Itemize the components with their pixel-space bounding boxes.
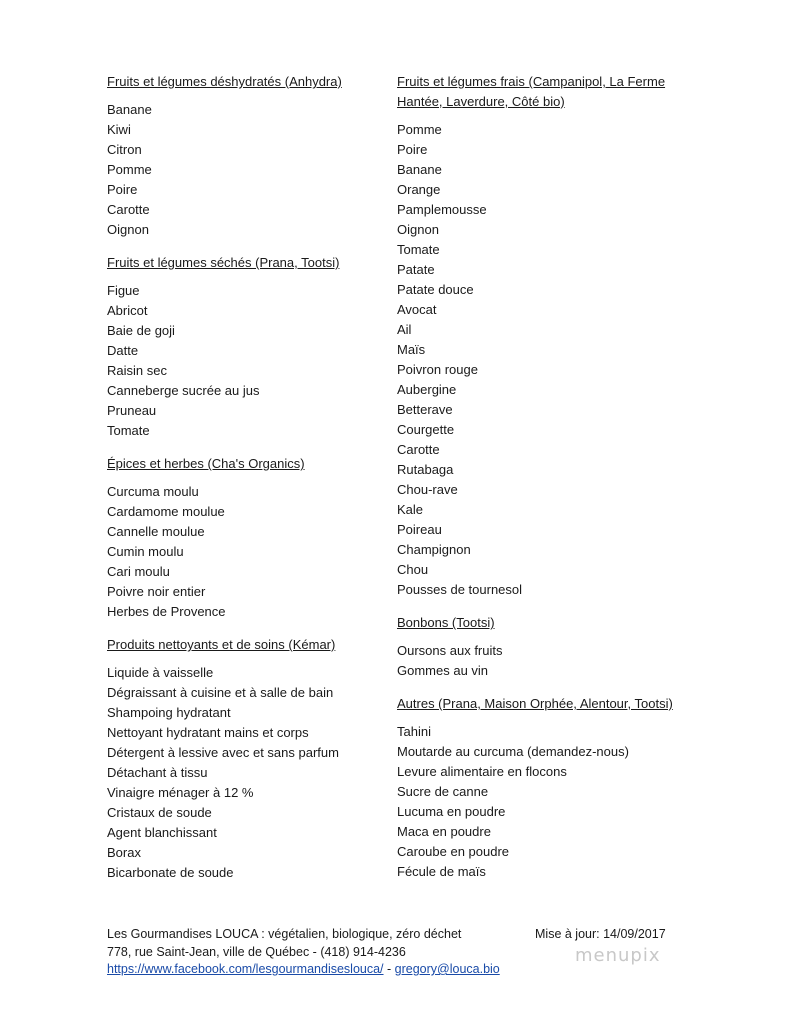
list-item: Raisin sec	[107, 363, 167, 378]
list-item: Bicarbonate de soude	[107, 865, 234, 880]
list-item: Datte	[107, 343, 139, 358]
list-item: Banane	[107, 102, 152, 117]
list-item: Tomate	[397, 242, 440, 257]
list-item: Rutabaga	[397, 462, 454, 477]
list-item: Shampoing hydratant	[107, 705, 231, 720]
list-item: Détergent à lessive avec et sans parfum	[107, 745, 339, 760]
list-item: Pomme	[107, 162, 152, 177]
list-item: Nettoyant hydratant mains et corps	[107, 725, 309, 740]
list-item: Baie de goji	[107, 323, 175, 338]
list-item: Pruneau	[107, 403, 157, 418]
menu-section	[107, 454, 387, 622]
email-link[interactable]: gregory@louca.bio	[394, 962, 500, 976]
list-item: Champignon	[397, 542, 471, 557]
list-item: Gommes au vin	[397, 663, 489, 678]
list-item: Canneberge sucrée au jus	[107, 383, 260, 398]
footer-business-line: Les Gourmandises LOUCA : végétalien, biologique, zéro déchet	[107, 927, 462, 941]
list-item: Aubergine	[397, 382, 457, 397]
list-item: Détachant à tissu	[107, 765, 208, 780]
list-item: Vinaigre ménager à 12 %	[107, 785, 254, 800]
list-item: Dégraissant à cuisine et à salle de bain	[107, 685, 334, 700]
list-item: Cari moulu	[107, 564, 170, 579]
list-item: Courgette	[397, 422, 455, 437]
list-item: Ail	[397, 322, 412, 337]
list-item: Oignon	[107, 222, 149, 237]
list-item: Patate douce	[397, 282, 474, 297]
list-item: Cumin moulu	[107, 544, 184, 559]
list-item: Borax	[107, 845, 141, 860]
list-item: Oursons aux fruits	[397, 643, 503, 658]
list-item: Kiwi	[107, 122, 131, 137]
right-column	[397, 72, 697, 895]
list-item: Caroube en poudre	[397, 844, 510, 859]
list-item: Herbes de Provence	[107, 604, 226, 619]
list-item: Cannelle moulue	[107, 524, 205, 539]
list-item: Curcuma moulu	[107, 484, 199, 499]
list-item: Cardamome moulue	[107, 504, 225, 519]
list-item: Poire	[107, 182, 138, 197]
section-title: Produits nettoyants et de soins (Kémar)	[107, 637, 336, 652]
menu-section	[397, 613, 697, 681]
left-column	[107, 72, 387, 896]
list-item: Agent blanchissant	[107, 825, 217, 840]
facebook-link[interactable]: https://www.facebook.com/lesgourmandiseslouca/	[107, 962, 384, 976]
menu-section	[107, 635, 387, 883]
section-title: Bonbons (Tootsi)	[397, 615, 495, 630]
footer-address-line: 778, rue Saint-Jean, ville de Québec - (418) 914-4236	[107, 944, 406, 959]
section-title: Autres (Prana, Maison Orphée, Alentour, Tootsi)	[397, 696, 673, 711]
list-item: Citron	[107, 142, 142, 157]
section-title: Fruits et légumes séchés (Prana, Tootsi)	[107, 255, 340, 270]
footer-separator: -	[383, 962, 395, 976]
list-item: Tomate	[107, 423, 150, 438]
list-item: Poire	[397, 142, 428, 157]
section-title: Fruits et légumes déshydratés (Anhydra)	[107, 74, 342, 89]
list-item: Figue	[107, 283, 140, 298]
list-item: Moutarde au curcuma (demandez-nous)	[397, 744, 629, 759]
list-item: Betterave	[397, 402, 453, 417]
list-item: Abricot	[107, 303, 148, 318]
section-title: Épices et herbes (Cha's Organics)	[107, 456, 305, 471]
list-item: Avocat	[397, 302, 437, 317]
list-item: Pomme	[397, 122, 442, 137]
list-item: Pamplemousse	[397, 202, 487, 217]
list-item: Carotte	[107, 202, 150, 217]
list-item: Banane	[397, 162, 442, 177]
menu-section	[107, 253, 387, 441]
list-item: Poireau	[397, 522, 442, 537]
section-title: Fruits et légumes frais (Campanipol, La Ferme Hantée, Laverdure, Côté bio)	[397, 74, 666, 109]
list-item: Cristaux de soude	[107, 805, 212, 820]
list-item: Pousses de tournesol	[397, 582, 523, 597]
list-item: Chou-rave	[397, 482, 458, 497]
update-date: Mise à jour: 14/09/2017	[535, 927, 666, 941]
list-item: Fécule de maïs	[397, 864, 486, 879]
list-item: Sucre de canne	[397, 784, 489, 799]
list-item: Patate	[397, 262, 435, 277]
menu-section	[397, 72, 697, 600]
list-item: Orange	[397, 182, 441, 197]
list-item: Maïs	[397, 342, 426, 357]
menu-section	[397, 694, 697, 882]
list-item: Kale	[397, 502, 424, 517]
list-item: Maca en poudre	[397, 824, 491, 839]
list-item: Oignon	[397, 222, 439, 237]
list-item: Liquide à vaisselle	[107, 665, 214, 680]
menu-section	[107, 72, 387, 240]
watermark-logo: menupix	[575, 945, 661, 966]
list-item: Tahini	[397, 724, 431, 739]
list-item: Carotte	[397, 442, 440, 457]
list-item: Poivre noir entier	[107, 584, 206, 599]
list-item: Poivron rouge	[397, 362, 478, 377]
list-item: Levure alimentaire en flocons	[397, 764, 567, 779]
list-item: Lucuma en poudre	[397, 804, 506, 819]
list-item: Chou	[397, 562, 429, 577]
